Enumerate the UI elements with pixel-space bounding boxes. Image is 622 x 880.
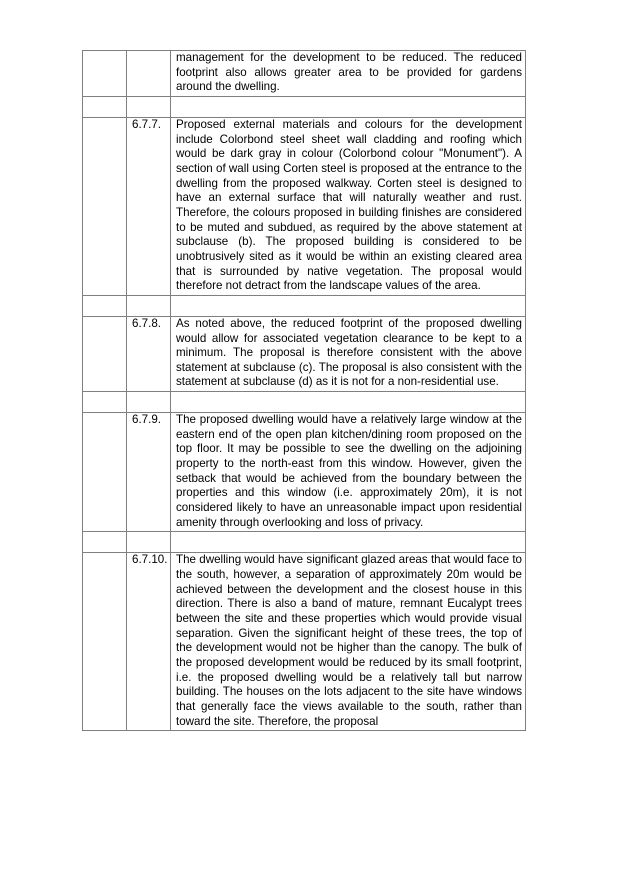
blank-cell [83, 413, 127, 532]
blank-cell [127, 96, 171, 117]
clause-text: Proposed external materials and colours for the development include Colorbond steel sheet wall cladding and roofing which would be dark gray in colour (Colorbond colour "Monument"). A section of wall using Corten steel is proposed at the entrance to the dwelling from the proposed walkway. Corten steel is designed to have an external surface that will naturally weather and rust. Therefore, the colours proposed in building finishes are considered to be muted and subdued, as required by the above statement at subclause (b). The proposed building is considered to be unobtrusively sited as it would be within an existing cleared area that is surrounded by native vegetation. The proposal would therefore not detract from the landscape values of the area. [171, 117, 526, 295]
clause-text: management for the development to be reduced. The reduced footprint also allows greater area to be provided for gardens around the dwelling. [171, 51, 526, 97]
clause-number: 6.7.9. [127, 413, 171, 532]
blank-cell [83, 96, 127, 117]
clause-number [127, 51, 171, 97]
table-row [83, 51, 526, 97]
blank-cell [171, 392, 526, 413]
blank-cell [171, 96, 526, 117]
blank-cell [83, 316, 127, 391]
clause-number: 6.7.7. [127, 117, 171, 295]
table-row [83, 553, 526, 731]
clause-number: 6.7.10. [127, 553, 171, 731]
table-row [83, 117, 526, 295]
clause-text: The dwelling would have significant glazed areas that would face to the south, however, a separation of approximately 20m would be achieved between the development and the closest house in this direction. There is also a band of mature, remnant Eucalypt trees between the site and these properties which would provide visual separation. Given the significant height of these trees, the top of the development would not be higher than the canopy. The bulk of the proposed development would be reduced by its small footprint, i.e. the proposed dwelling would be a relatively tall but narrow building. The houses on the lots adjacent to the site have windows that generally face the views available to the south, rather than toward the site. Therefore, the proposal [171, 553, 526, 731]
assessment-table [82, 50, 526, 731]
blank-cell [83, 51, 127, 97]
blank-cell [127, 532, 171, 553]
blank-cell [83, 295, 127, 316]
blank-cell [83, 553, 127, 731]
clause-text: As noted above, the reduced footprint of the proposed dwelling would allow for associated vegetation clearance to be kept to a minimum. The proposal is therefore consistent with the above statement at subclause (c). The proposal is also consistent with the statement at subclause (d) as it is not for a non-residential use. [171, 316, 526, 391]
blank-cell [127, 392, 171, 413]
table-row [83, 316, 526, 391]
spacer-row [83, 392, 526, 413]
clause-text: The proposed dwelling would have a relatively large window at the eastern end of the open plan kitchen/dining room proposed on the top floor. It may be possible to see the dwelling on the adjoining property to the north-east from this window. However, given the setback that would be achieved from the boundary between the properties and this window (i.e. approximately 20m), it is not considered likely to have an unreasonable impact upon residential amenity through overlooking and loss of privacy. [171, 413, 526, 532]
blank-cell [171, 532, 526, 553]
spacer-row [83, 96, 526, 117]
spacer-row [83, 532, 526, 553]
blank-cell [83, 532, 127, 553]
table-row [83, 413, 526, 532]
clause-number: 6.7.8. [127, 316, 171, 391]
blank-cell [171, 295, 526, 316]
blank-cell [127, 295, 171, 316]
spacer-row [83, 295, 526, 316]
blank-cell [83, 117, 127, 295]
blank-cell [83, 392, 127, 413]
